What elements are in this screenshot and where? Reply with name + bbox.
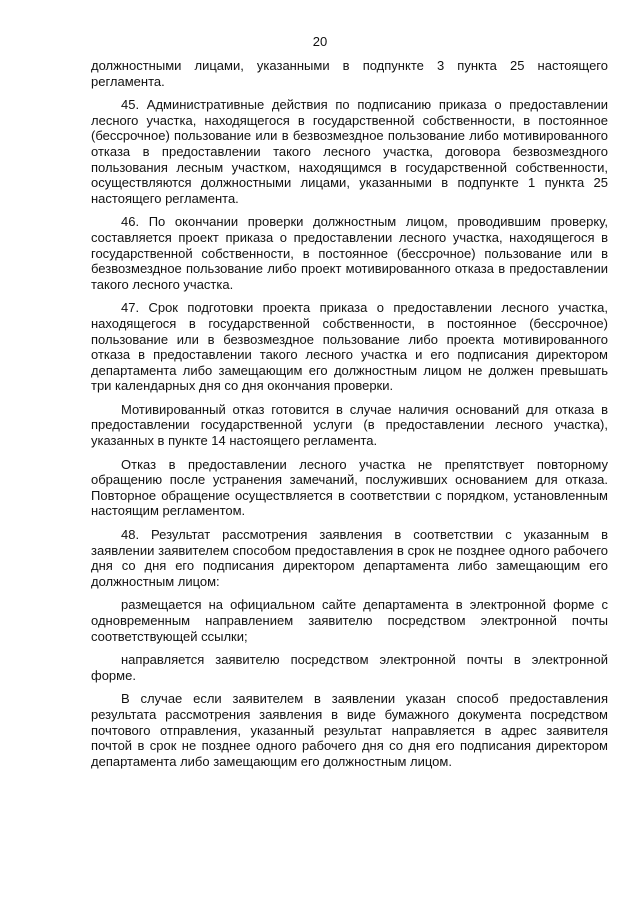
paragraph-48: 48. Результат рассмотрения заявления в соответствии с указанным в заявлении заявителем способом предоставления в срок не позднее одного рабочего дня со дня его подписания директором департамента либо замещающим его должностным лицом: <box>91 527 608 589</box>
page-number: 20 <box>312 34 328 49</box>
paragraph-48-website: размещается на официальном сайте департамента в электронной форме с одновременным направлением заявителю посредством электронной почты соответствующей ссылки; <box>91 597 608 644</box>
paragraph-47-refusal: Мотивированный отказ готовится в случае наличия оснований для отказа в предоставлении государственной услуги (в предоставлении лесного участка), указанных в пункте 14 настоящего регламента. <box>91 401 608 449</box>
paragraph-47-repeat-request: Отказ в предоставлении лесного участка не препятствует повторному обращению после устранения замечаний, послуживших основанием для отказа. Повторное обращение осуществляется в соответствии с порядком, установленным настоящим регламентом. <box>91 456 608 519</box>
document-body <box>91 58 608 777</box>
paragraph-48-postal: В случае если заявителем в заявлении указан способ предоставления результата рассмотрения заявления в виде бумажного документа посредством почтового отправления, указанный результат направляется в адрес заявителя почтой в срок не позднее одного рабочего дня со дня его подписания директором департамента либо замещающим его должностным лицом. <box>91 691 608 769</box>
paragraph-48-email: направляется заявителю посредством электронной почты в электронной форме. <box>91 652 608 683</box>
paragraph-47: 47. Срок подготовки проекта приказа о предоставлении лесного участка, находящегося в государственной собственности, в постоянное (бессрочное) пользование или в безвозмездное пользование либо проекта мотивированного отказа в предоставлении такого лесного участка и его подписания директором департамента либо замещающим его должностным лицом не должен превышать три календарных дня со дня окончания проверки. <box>91 300 608 394</box>
paragraph-46: 46. По окончании проверки должностным лицом, проводившим проверку, составляется проект приказа о предоставлении лесного участка, находящегося в государственной собственности, в постоянное (бессрочное) пользование или в безвозмездное пользование либо проект мотивированного отказа в предоставлении такого лесного участка. <box>91 214 608 292</box>
paragraph-continuation: должностными лицами, указанными в подпункте 3 пункта 25 настоящего регламента. <box>91 58 608 89</box>
paragraph-45: 45. Административные действия по подписанию приказа о предоставлении лесного участка, находящегося в государственной собственности, в постоянное (бессрочное) пользование или в безвозмездное пользование либо мотивированного отказа в предоставлении такого лесного участка, договора безвозмездного пользования лесным участком, находящимся в государственной собственности, осуществляются должностными лицами, указанными в подпункте 1 пункта 25 настоящего регламента. <box>91 97 608 206</box>
